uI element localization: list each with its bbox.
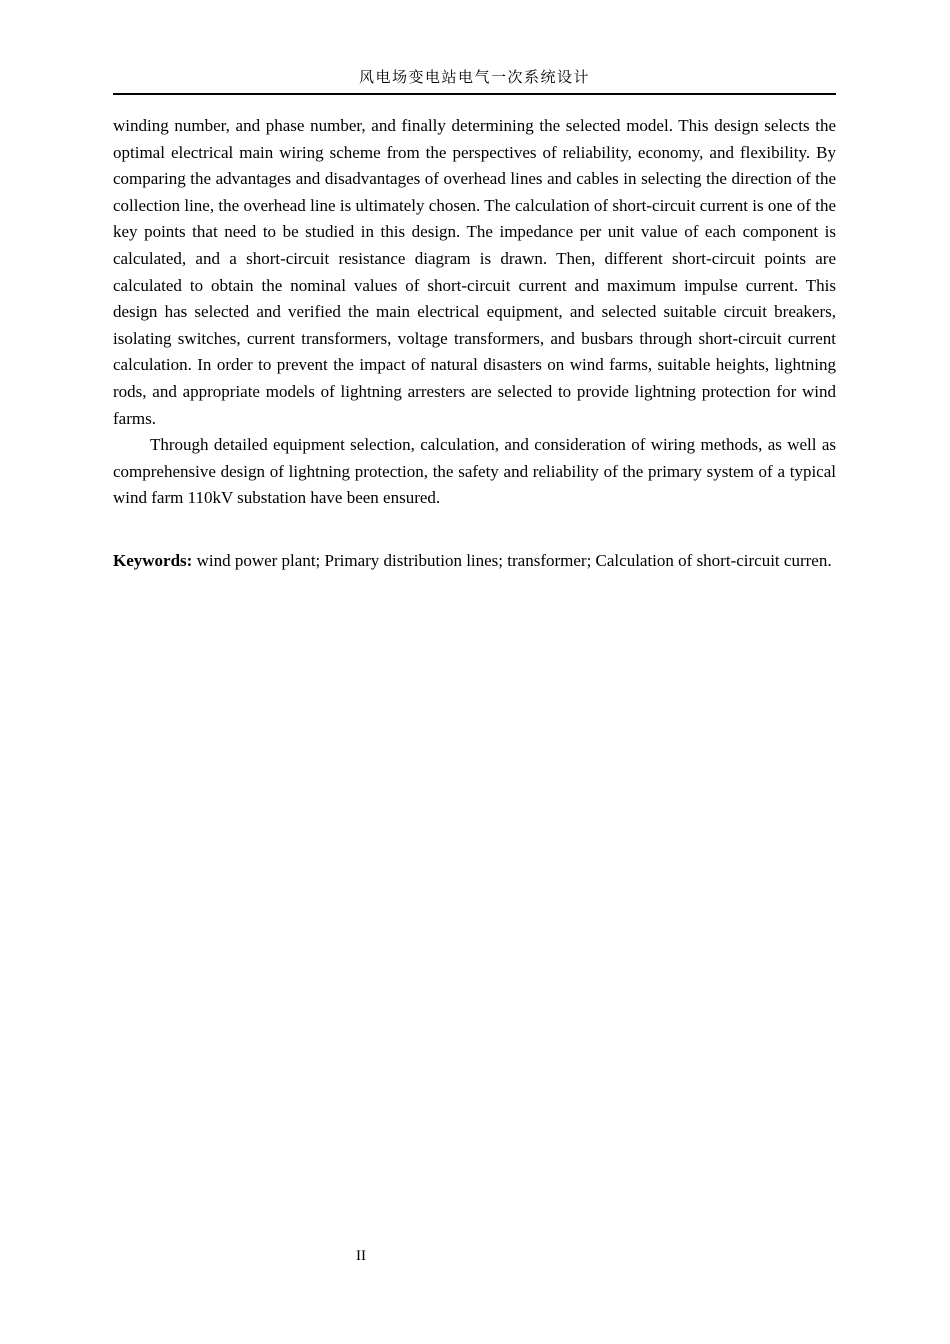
keywords-label: Keywords: xyxy=(113,550,193,570)
abstract-paragraph-1: winding number, and phase number, and finally determining the selected model. This design selects the optimal electrical main wiring scheme from the perspectives of reliability, economy, and flexibility. By comparing the advantages and disadvantages of overhead lines and cables in selecting the direction of the collection line, the overhead line is ultimately chosen. The calculation of short-circuit current is one of the key points that need to be studied in this design. The impedance per unit value of each component is calculated, and a short-circuit resistance diagram is drawn. Then, different short-circuit points are calculated to obtain the nominal values of short-circuit current and maximum impulse current. This design has selected and verified the main electrical equipment, and selected suitable circuit breakers, isolating switches, current transformers, voltage transformers, and busbars through short-circuit current calculation. In order to prevent the impact of natural disasters on wind farms, suitable heights, lightning rods, and appropriate models of lightning arresters are selected to provide lightning protection for wind farms. xyxy=(113,116,836,428)
keywords-text: wind power plant; Primary distribution lines; transformer; Calculation of short-circuit curren. xyxy=(192,550,832,570)
document-body xyxy=(113,113,836,578)
abstract-paragraph-2: Through detailed equipment selection, calculation, and consideration of wiring methods, as well as comprehensive design of lightning protection, the safety and reliability of the primary system of a typical wind farm 110kV substation have been ensured. xyxy=(113,435,836,508)
page-number: II xyxy=(356,1248,366,1264)
page-header xyxy=(113,0,836,95)
keywords-paragraph xyxy=(113,543,836,578)
header-title: 风电场变电站电气一次系统设计 xyxy=(358,70,590,86)
header-rule xyxy=(113,93,836,95)
